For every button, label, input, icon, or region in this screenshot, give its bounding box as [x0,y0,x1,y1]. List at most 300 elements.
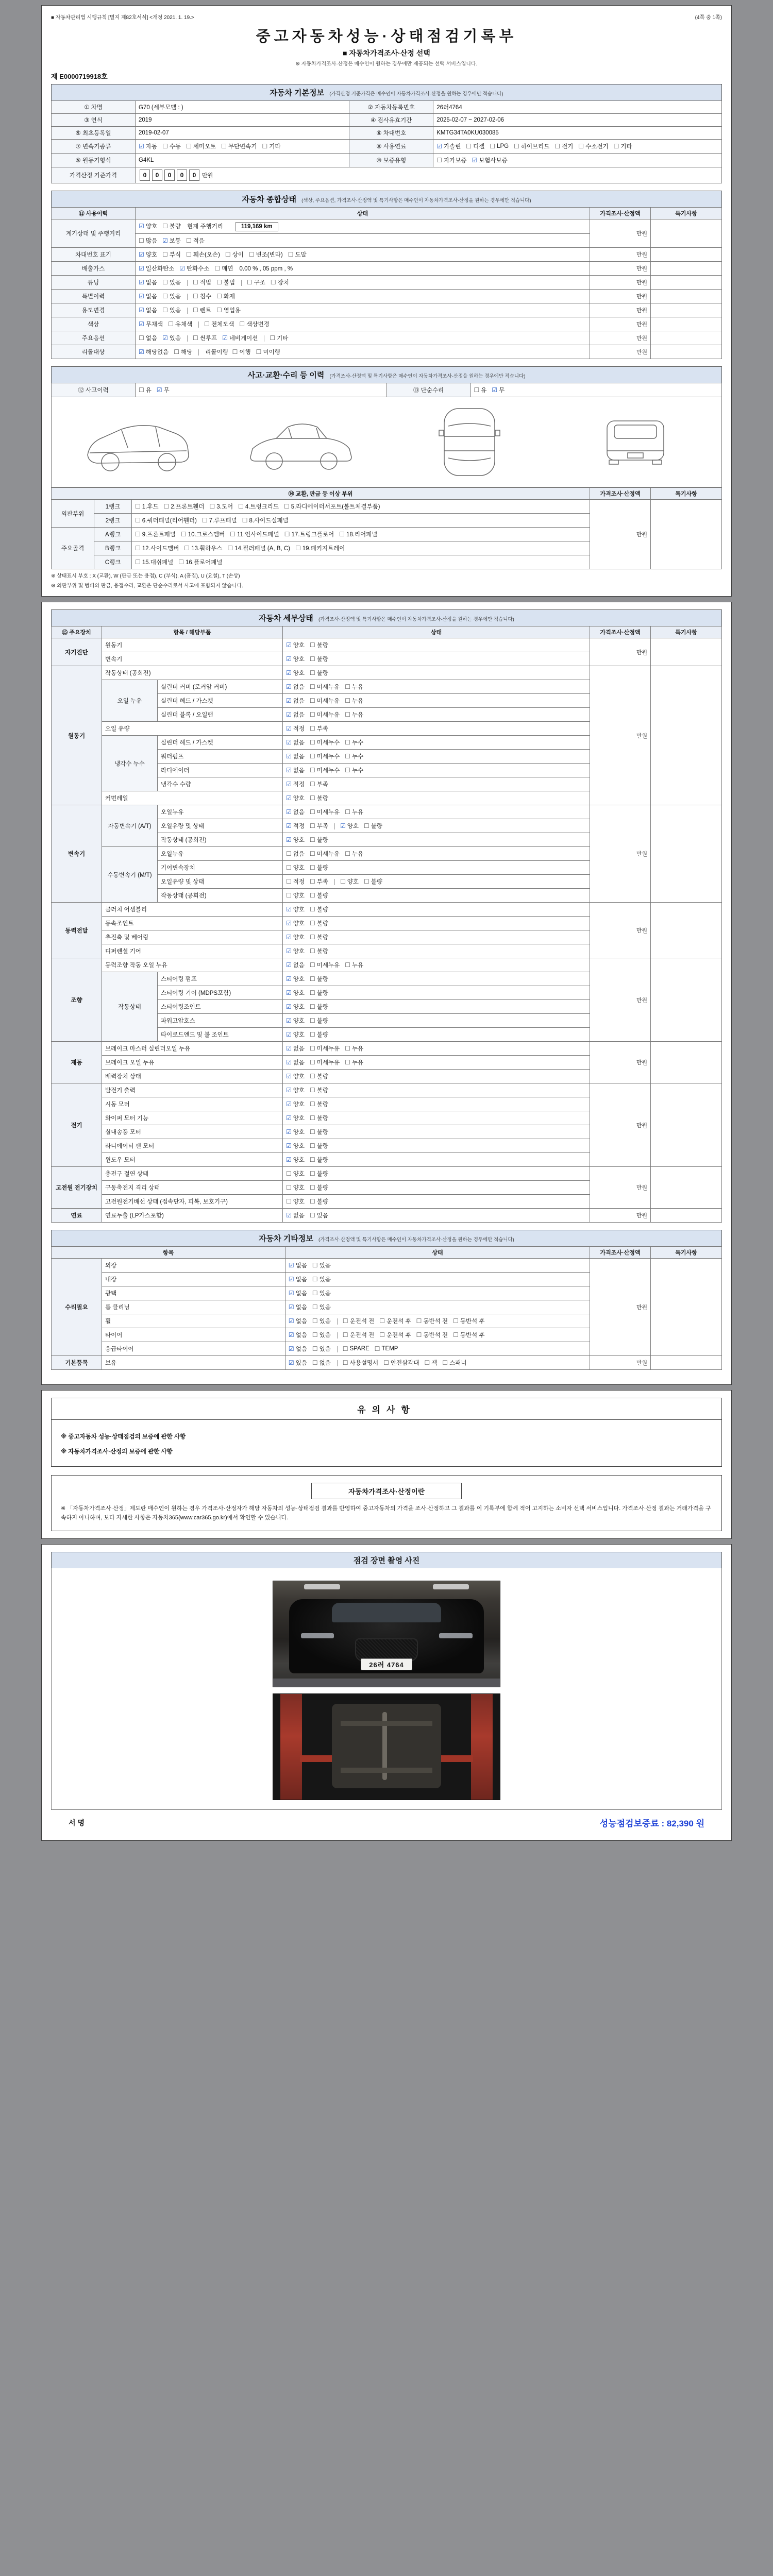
checkbox-label: 이행 [239,349,251,355]
item-label: 보유 [102,1356,285,1370]
accident-history-row [52,383,722,397]
checkbox-checked-icon: ☑ [286,1212,292,1219]
checkbox-icon: ☐ [309,697,315,704]
sub-group-label: 수동변속기 (M/T) [102,847,158,903]
front-axle [341,1721,432,1726]
checkbox-unchecked [249,250,283,259]
state-cell [283,1181,590,1195]
checkbox-icon: ☐ [345,850,350,857]
checkbox-unchecked [312,1359,331,1367]
checkbox-label: 불량 [316,1088,328,1094]
checkbox-label: 누유 [351,712,364,718]
checkbox-icon: ☐ [309,822,315,829]
checkbox-label: 불량 [316,1199,328,1205]
checkbox-icon: ☐ [216,307,222,314]
checkbox-label: 있음 [316,1213,328,1219]
column-header: 특기사항 [651,208,722,219]
checkbox-icon: ☐ [309,655,315,663]
rank-group-label: 외판부위 [52,500,94,528]
checkbox-label: 없음 [145,335,157,342]
checkbox-checked [286,1100,305,1108]
checkbox-unchecked [186,236,205,245]
checkbox-label: 하이브리드 [520,144,550,150]
checkbox-checked-icon: ☑ [156,386,162,394]
checkbox-label: 17.트렁크플로어 [291,532,334,538]
state-cell [283,652,590,666]
checkbox-icon: ☐ [345,711,350,718]
checkbox-icon: ☐ [309,1212,315,1219]
checkbox-icon: ☐ [309,1170,315,1177]
checkbox-checked-icon: ☑ [139,143,144,150]
state-cell [283,1125,590,1139]
checkbox-unchecked [310,919,328,927]
checkbox-unchecked [345,850,363,858]
checkbox-unchecked [383,1359,419,1367]
checkbox-unchecked [345,752,363,760]
checkbox-unchecked [135,502,159,511]
field-label: ⑦ 변속기종류 [52,140,136,154]
checkbox-unchecked [310,697,340,705]
checkbox-unchecked [310,1183,328,1192]
state-cell [283,736,590,750]
checkbox-label: 사용설명서 [349,1360,379,1366]
checkbox-label: 썬루프 [199,335,217,342]
divider-icon [187,308,188,314]
checkbox-checked [286,766,305,774]
checkbox-label: 운전석 후 [386,1332,411,1338]
checkbox-icon: ☐ [453,1331,459,1338]
remark-cell [651,1083,722,1167]
checkbox-icon: ☐ [214,265,221,272]
checkbox-icon: ☐ [309,850,315,857]
checkbox-icon: ☐ [284,531,290,538]
column-header: 항목 / 해당부품 [102,626,283,638]
checkbox-icon: ☐ [135,558,141,566]
checkbox-icon: ☐ [309,975,315,982]
comprehensive-row [52,345,722,359]
field-label: ① 차명 [52,101,136,114]
checkbox-label: 불량 [316,907,328,913]
checkbox-checked-icon: ☑ [286,836,292,843]
checkbox-checked-icon: ☑ [139,307,144,314]
checkbox-label: 불량 [316,865,328,871]
row-text: 0.00 % , 05 ppm , % [239,266,293,272]
item-label: 발전기 출력 [102,1083,283,1097]
state-cell [285,1259,590,1273]
item-label: 등속조인트 [102,917,283,930]
checkbox-icon: ☐ [363,878,369,885]
checkbox-label: 없음 [293,1060,305,1066]
checkbox-label: 양호 [347,823,359,829]
remark-cell [651,290,722,303]
price-cell [590,1356,651,1370]
checkbox-label: 있음 [319,1318,331,1325]
checkbox-icon: ☐ [174,348,179,355]
device-row [52,1167,722,1181]
checkbox-icon: ☐ [374,1345,380,1352]
checkbox-checked-icon: ☑ [286,1142,292,1149]
garage-floor [273,1679,500,1687]
checkbox-icon: ☐ [262,143,268,150]
item-label: 작동상태 (공회전) [102,666,283,680]
checkbox-label: 불량 [316,1004,328,1010]
checkbox-checked-icon: ☑ [139,279,144,286]
checkbox-label: 미세누유 [316,712,340,718]
checkbox-checked [286,710,305,719]
checkbox-checked [286,1128,305,1136]
document-number: 제 E0000719918호 [51,73,108,80]
item-label: 구동축전지 격리 상태 [102,1181,283,1195]
checkbox-icon: ☐ [309,767,315,774]
table-header-row [52,626,722,638]
rank-items [132,500,590,514]
checkbox-unchecked [310,947,328,955]
checkbox-unchecked [310,724,328,733]
checkbox-icon: ☐ [312,1317,318,1325]
checkbox-unchecked [310,1114,328,1122]
checkbox-label: 매연 [222,266,233,272]
checkbox-label: 동반석 전 [423,1318,448,1325]
accident-history-label: ⑫ 사고이력 [52,383,136,397]
checkbox-checked [286,738,305,747]
checkbox-label: 양호 [293,1115,305,1122]
checkbox-icon: ☐ [221,143,227,150]
checkbox-unchecked [295,544,345,552]
column-header: 상태 [285,1247,590,1259]
checkbox-label: 없음 [293,1213,305,1219]
checkbox-label: 누유 [351,1060,364,1066]
rank-items [132,555,590,569]
price-digit: 0 [189,170,199,181]
checkbox-unchecked [310,752,340,760]
item-label: 커먼레일 [102,791,283,805]
checkbox-unchecked [345,683,363,691]
column-header: 항목 [52,1247,285,1259]
checkbox-unchecked [578,142,608,150]
checkbox-icon: ☐ [283,503,290,510]
checkbox-checked [289,1345,307,1353]
checkbox-checked-icon: ☑ [286,1087,292,1094]
checkbox-icon: ☐ [186,237,192,244]
checkbox-label: 부식 [169,252,181,258]
column-header: ⑪ 사용이력 [52,208,136,219]
checkbox-unchecked [614,142,632,150]
exchange-rank-table [51,487,722,569]
divider-icon [337,1346,338,1352]
checkbox-checked [289,1289,307,1297]
remark-cell [651,1042,722,1083]
checkbox-unchecked [284,502,380,511]
checkbox-icon: ☐ [186,251,192,258]
state-cell [283,986,590,1000]
checkbox-label: 양호 [293,921,305,927]
price-unit: 만원 [636,266,647,272]
checkbox-unchecked [416,1317,448,1325]
checkbox-icon: ☐ [184,545,190,552]
checkbox-unchecked [216,292,235,300]
notice-title: 유의사항 [52,1398,721,1420]
checkbox-label: 있음 [169,280,181,286]
column-header: 특기사항 [651,1247,722,1259]
item-label: 실내송풍 모터 [102,1125,283,1139]
comprehensive-row [52,276,722,290]
checkbox-label: 미세누유 [316,1046,340,1052]
checkbox-unchecked [174,348,192,356]
checkbox-checked [139,264,174,273]
checkbox-checked [286,1156,305,1164]
section-basic-info-note: (가격산정 기준가격은 매수인이 자동차가격조사·산정을 원하는 경우에만 적습니다) [329,91,503,97]
checkbox-label: 기타 [277,335,289,342]
item-label: 실린더 헤드 / 가스켓 [158,736,283,750]
divider-icon [337,1332,338,1338]
checkbox-checked-icon: ☑ [139,265,144,272]
checkbox-label: 불량 [316,1115,328,1122]
checkbox-label: 불량 [371,823,382,829]
checkbox-icon: ☐ [466,143,472,150]
rank-label: C랭크 [94,555,132,569]
checkbox-checked-icon: ☑ [286,1045,292,1052]
row-label: 튜닝 [52,276,136,290]
checkbox-label: 불량 [316,1185,328,1191]
checkbox-unchecked [310,1030,328,1039]
checkbox-unchecked [162,292,181,300]
checkbox-checked [286,933,305,941]
checkbox-checked-icon: ☑ [286,641,292,649]
checkbox-label: 7.루프패널 [209,518,237,524]
checkbox-checked-icon: ☑ [286,753,292,760]
checkbox-checked [286,1142,305,1150]
checkbox-icon: ☐ [309,1128,315,1136]
checkbox-checked-icon: ☑ [286,822,292,829]
checkbox-icon: ☐ [286,1198,292,1205]
checkbox-checked [286,724,305,733]
checkbox-checked [286,975,305,983]
checkbox-checked-icon: ☑ [286,920,292,927]
checkbox-label: 양호 [293,795,305,802]
checkbox-checked-icon: ☑ [286,1031,292,1038]
checkbox-unchecked [271,278,289,286]
state-cell [283,791,590,805]
field-value: 2019-02-07 [136,127,349,140]
checkbox-icon: ☐ [309,1031,315,1038]
price-cell [590,276,651,290]
price-unit: 만원 [636,927,647,934]
checkbox-checked-icon: ☑ [288,1359,294,1366]
inspection-photo-car-front [273,1581,500,1687]
checkbox-icon: ☐ [309,683,315,690]
item-label: 실린더 블록 / 오일팬 [158,708,283,722]
price-unit: 만원 [636,1122,647,1129]
price-unit: 만원 [636,1213,647,1219]
checkbox-unchecked [184,544,222,552]
price-cell [590,248,651,262]
checkbox-unchecked [345,1044,363,1053]
checkbox-label: 해당없음 [145,349,169,355]
state-cell [283,903,590,917]
price-unit: 만원 [636,997,647,1004]
checkbox-checked-icon: ☑ [340,822,346,829]
field-value [433,154,722,167]
checkbox-label: 없음 [293,851,305,857]
field-label: ④ 검사유효기간 [349,114,433,127]
checkbox-unchecked [310,780,328,788]
checkbox-icon: ☐ [309,864,315,871]
checkbox-checked [286,1058,305,1066]
checkbox-icon: ☐ [309,892,315,899]
checkbox-label: 유 [145,387,152,394]
state-cell [283,708,590,722]
price-unit: 만원 [636,308,647,314]
section-basic-info-title: 자동차 기본정보 [270,89,325,97]
price-cell [590,1042,651,1083]
checkbox-label: 보험사보증 [479,158,508,164]
state-cell [136,345,590,359]
table-header-row [52,488,722,500]
checkbox-unchecked [286,891,305,900]
checkbox-checked-icon: ☑ [288,1290,294,1297]
checkbox-label: 19.패키지트레이 [302,546,345,552]
checkbox-checked-icon: ☑ [286,1059,292,1066]
checkbox-unchecked [162,306,181,314]
checkbox-icon: ☐ [248,251,255,258]
item-label: 실린더 헤드 / 가스켓 [158,694,283,708]
checkbox-icon: ☐ [309,1114,315,1122]
checkbox-unchecked [345,961,363,969]
section-accident-title: 사고·교환·수리 등 이력 [247,371,325,380]
checkbox-label: 전기 [562,144,574,150]
car-headlight-left [301,1633,334,1638]
checkbox-icon: ☐ [139,237,144,244]
checkbox-label: 불량 [316,837,328,843]
lift-column-right [471,1694,493,1800]
checkbox-label: 있음 [169,308,181,314]
device-row [52,805,722,819]
checkbox-checked-icon: ☑ [288,1345,294,1352]
checkbox-label: 없음 [293,712,305,718]
checkbox-unchecked [216,306,241,314]
checkbox-label: 디젤 [473,144,485,150]
checkbox-icon: ☐ [613,143,619,150]
checkbox-unchecked [186,250,220,259]
remark-cell [651,1259,722,1356]
item-label: 작동상태 (공회전) [158,889,283,903]
section-detail-header [51,609,722,626]
rank-label: 2랭크 [94,514,132,528]
rank-items [132,528,590,541]
row-text: 리콜이행 [205,349,228,355]
checkbox-unchecked [310,933,328,941]
checkbox-checked [162,236,181,245]
checkbox-checked-icon: ☑ [286,1156,292,1163]
state-cell [285,1328,590,1342]
checkbox-label: 불량 [316,1032,328,1038]
checkbox-label: 미세누유 [316,698,340,704]
item-label: 응급타이어 [102,1342,285,1356]
checkbox-checked [286,989,305,997]
checkbox-label: 불량 [316,921,328,927]
state-cell [285,1300,590,1314]
comprehensive-row [52,317,722,331]
rear-axle [341,1768,432,1773]
item-label: 광택 [102,1286,285,1300]
checkbox-unchecked [135,516,197,524]
checkbox-unchecked [310,1197,328,1206]
item-label: 원동기 [102,638,283,652]
divider-icon [241,280,242,286]
row-label: 색상 [52,317,136,331]
comprehensive-row [52,290,722,303]
section-photos-header [51,1552,722,1568]
remark-cell [651,805,722,903]
checkbox-label: 없음 [293,698,305,704]
price-cell [590,958,651,1042]
checkbox-checked [139,250,157,259]
checkbox-label: 3.도어 [216,504,233,510]
checkbox-label: 일산화탄소 [145,266,175,272]
device-row [52,1259,722,1273]
checkbox-label: 있음 [319,1332,331,1338]
checkbox-icon: ☐ [286,864,292,871]
remark-cell [651,1167,722,1209]
checkbox-label: 양호 [145,252,157,258]
checkbox-unchecked [209,502,233,511]
checkbox-label: 없음 [295,1332,307,1338]
rank-items [132,514,590,528]
checkbox-icon: ☐ [309,1045,315,1052]
checkbox-unchecked [339,530,377,538]
checkbox-checked [472,156,507,164]
checkbox-unchecked [164,502,205,511]
checkbox-unchecked [310,905,328,913]
sub-group-label: 오일 누유 [102,680,158,722]
checkbox-label: 없음 [293,1046,305,1052]
state-cell [283,722,590,736]
field-label: ② 자동차등록번호 [349,101,433,114]
lift-arm-left [300,1755,336,1762]
item-label: 디퍼렌셜 기어 [102,944,283,958]
checkbox-icon: ☐ [309,711,315,718]
checkbox-icon: ☐ [309,739,315,746]
checkbox-checked-icon: ☑ [286,683,292,690]
item-label: 파워고압호스 [158,1014,283,1028]
remark-cell [651,219,722,248]
checkbox-icon: ☐ [345,697,350,704]
checkbox-label: TEMP [381,1346,398,1352]
state-cell [283,930,590,944]
state-cell [136,331,590,345]
comprehensive-row [52,248,722,262]
price-cell [590,345,651,359]
price-unit: 만원 [636,252,647,258]
divider-icon [187,294,188,300]
car-diagram-side [239,403,368,481]
checkbox-label: 양호 [293,1129,305,1136]
base-price-row [52,167,722,183]
checkbox-checked [286,683,305,691]
column-header: 가격조사·산정액 [590,208,651,219]
checkbox-label: 있음 [319,1304,331,1311]
checkbox-label: 있음 [169,294,181,300]
price-cell [590,331,651,345]
row-label: 용도변경 [52,303,136,317]
checkbox-label: 불량 [316,1101,328,1108]
item-label: 워터펌프 [158,750,283,764]
checkbox-label: SPARE [349,1346,369,1352]
checkbox-checked-icon: ☑ [286,989,292,996]
inspection-fee-value: 82,390 원 [666,1819,704,1829]
item-label: 추진축 및 베어링 [102,930,283,944]
column-header: 특기사항 [651,488,722,500]
